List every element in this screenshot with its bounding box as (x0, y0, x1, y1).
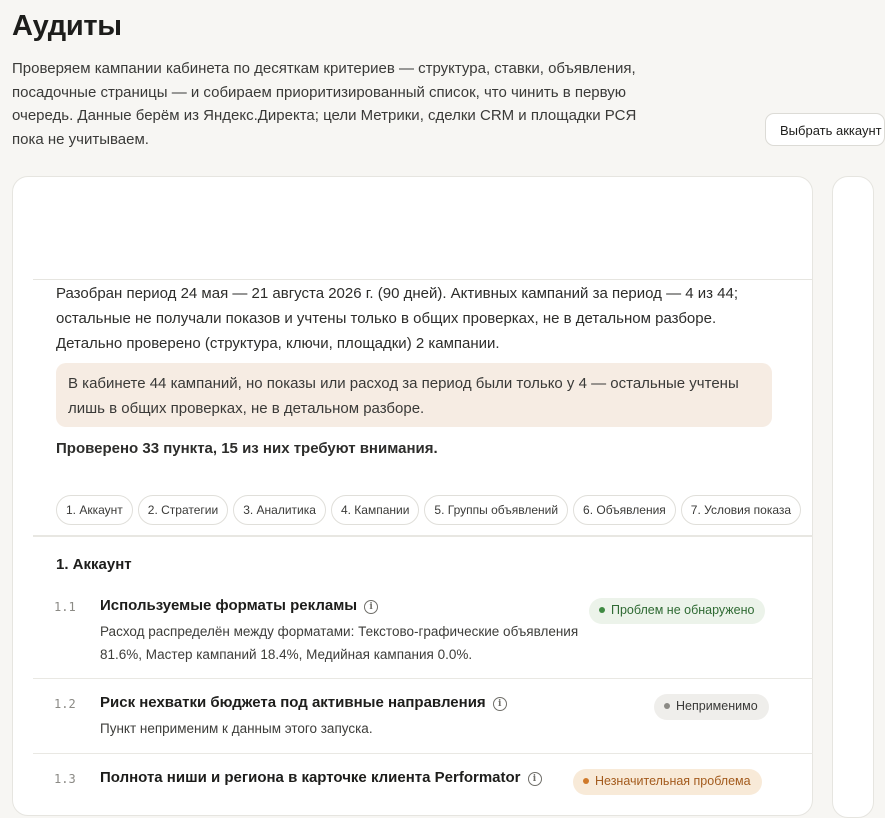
audit-report-card (12, 176, 813, 816)
status-badge (654, 694, 769, 720)
item-title: Используемые форматы рекламы (100, 597, 358, 614)
item-number: 1.1 (54, 600, 76, 614)
status-dot-icon (599, 607, 605, 613)
tab-analytics[interactable]: 3. Аналитика (233, 495, 326, 525)
campaigns-notice: В кабинете 44 кампаний, но показы или расход за период были только у 4 — остальные учтены лишь в общих проверках, не в детальном разборе. (56, 363, 772, 427)
divider (33, 279, 813, 280)
item-description: Расход распределён между форматами: Текстово-графические объявления 81.6%, Мастер кампаний 18.4%, Медийная кампания 0.0%. (100, 624, 579, 662)
row-divider (33, 753, 813, 754)
status-badge (589, 598, 765, 624)
tab-campaigns[interactable]: 4. Кампании (331, 495, 419, 525)
item-title-wrap (100, 694, 507, 711)
tab-ads[interactable]: 6. Объявления (573, 495, 676, 525)
page-description: Проверяем кампании кабинета по десяткам критериев — структура, ставки, объявления, посадочные страницы — и собираем приоритизированный список, что чинить в первую очередь. Данные берём из Яндекс.Директа; цели Метрики, сделки CRM и площадки РСЯ пока не учитываем. (12, 60, 637, 148)
info-icon[interactable]: i (493, 697, 507, 711)
item-title-wrap (100, 597, 378, 614)
period-summary: Разобран период 24 мая — 21 августа 2026 г. (90 дней). Активных кампаний за период — 4 из 44; остальные не получали показов и учтены только в общих проверках, не в детальном разборе. Детально проверено (структура, ключи, площадки) 2 кампании. (56, 285, 739, 352)
tab-targeting[interactable]: 7. Условия показа (681, 495, 801, 525)
section-tabs (56, 495, 793, 525)
info-icon[interactable]: i (528, 772, 542, 786)
info-icon[interactable]: i (364, 600, 378, 614)
item-title-wrap (100, 769, 542, 786)
item-title: Риск нехватки бюджета под активные направления (100, 694, 486, 711)
side-panel-card (832, 176, 874, 818)
section-divider (33, 535, 813, 537)
status-label: Незначительная проблема (595, 774, 751, 788)
item-title: Полнота ниши и региона в карточке клиента Performator (100, 769, 521, 786)
row-divider (33, 678, 813, 679)
status-badge (573, 769, 762, 795)
checks-summary: Проверено 33 пункта, 15 из них требуют внимания. (56, 440, 438, 457)
item-number: 1.2 (54, 697, 76, 711)
status-dot-icon (664, 703, 670, 709)
select-account-button[interactable]: Выбрать аккаунт (765, 113, 885, 146)
section-title: 1. Аккаунт (56, 556, 132, 573)
item-description: Пункт неприменим к данным этого запуска. (100, 721, 373, 736)
item-number: 1.3 (54, 772, 76, 786)
tab-strategies[interactable]: 2. Стратегии (138, 495, 228, 525)
page-title: Аудиты (12, 10, 122, 42)
tab-ad-groups[interactable]: 5. Группы объявлений (424, 495, 568, 525)
status-dot-icon (583, 778, 589, 784)
status-label: Неприменимо (676, 699, 758, 713)
status-label: Проблем не обнаружено (611, 603, 755, 617)
tab-account[interactable]: 1. Аккаунт (56, 495, 133, 525)
